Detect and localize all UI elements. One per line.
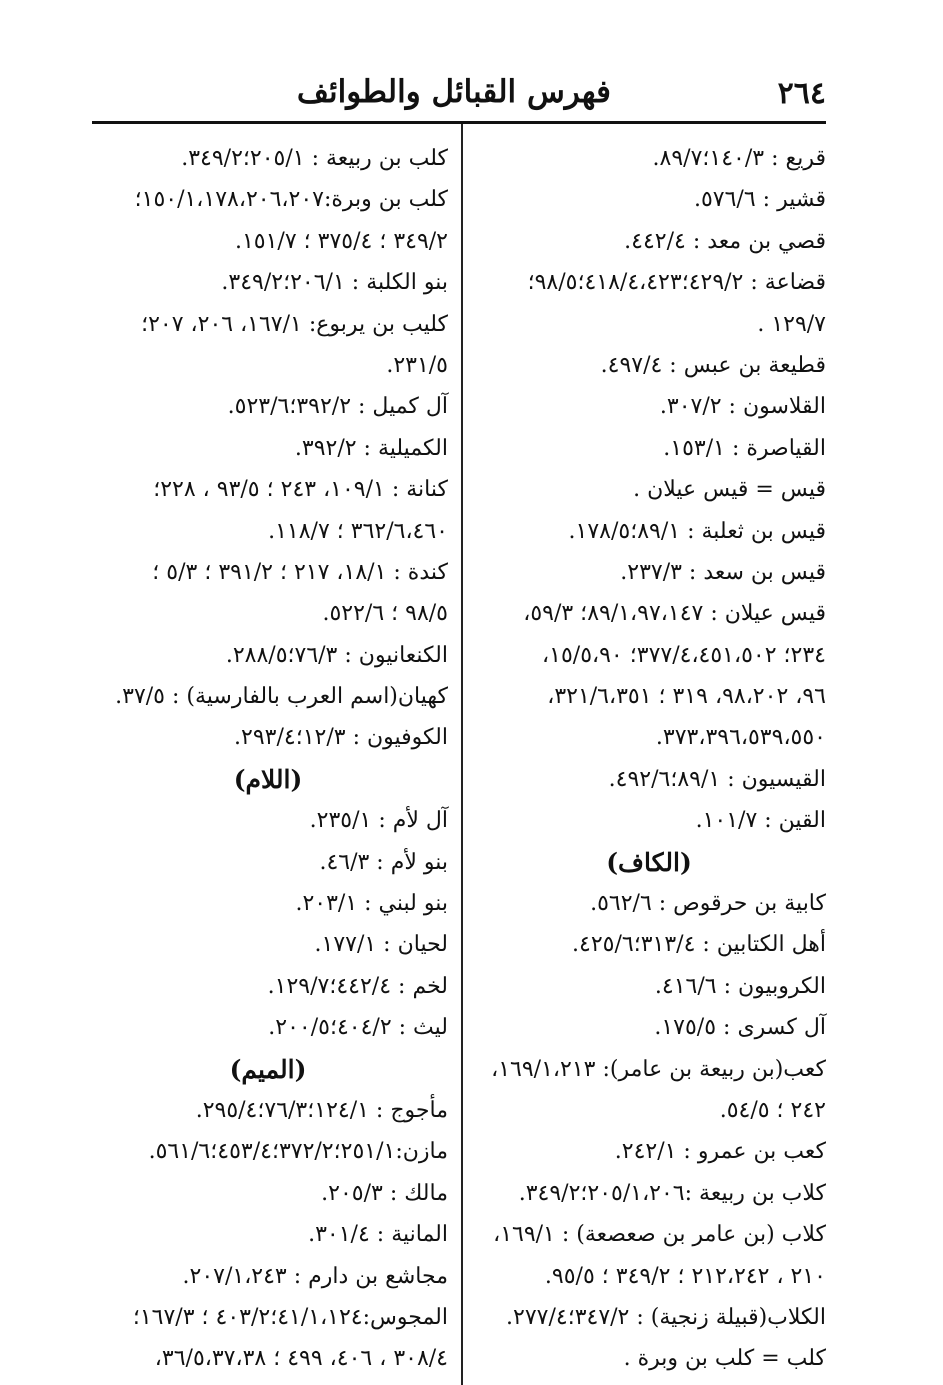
index-entry-line: الكميلية : ٣٩٢/٢.	[294, 435, 448, 461]
page-title: فهرس القبائل والطوائف	[296, 74, 611, 110]
index-entry-line: ١٢٩/٧ .	[757, 311, 826, 337]
index-entry-line: المجوس:٤١/١،١٢٤؛٤٠٣/٢ ؛ ١٦٧/٣؛	[132, 1304, 448, 1330]
index-entry-line: ليث : ٤٠٤/٢؛٢٠٠/٥.	[268, 1015, 448, 1041]
index-entry-line: مأجوج : ١٢٤/١؛٧٦/٣؛٢٩٥/٤.	[195, 1097, 448, 1123]
index-entry-line: لحيان : ١٧٧/١.	[314, 932, 448, 958]
index-entry-line: آل لأم : ٢٣٥/١.	[309, 808, 448, 834]
index-column-right	[472, 138, 826, 1380]
index-entry-line: مجاشع بن دارم : ٢٠٧/١،٢٤٣.	[182, 1263, 448, 1289]
index-entry-line: آل كسرى : ١٧٥/٥.	[654, 1015, 826, 1041]
index-entry-line: بنو لبني : ٢٠٣/١.	[295, 891, 448, 917]
index-entry-line: كلاب (بن عامر بن صعصعة) : ١٦٩/١،	[493, 1222, 826, 1248]
column-divider	[461, 124, 463, 1385]
index-entry-line: كعب(بن ربيعة بن عامر): ١٦٩/١،٢١٣،	[491, 1056, 826, 1082]
page-header	[92, 70, 826, 122]
index-entry-line: الكروبيون : ٤١٦/٦.	[654, 973, 826, 999]
index-entry-line: كليب بن يربوع: ١٦٧/١، ٢٠٦، ٢٠٧؛	[141, 311, 448, 337]
index-entry-line: قصي بن معد : ٤٤٢/٤.	[624, 228, 826, 254]
index-entry-line: قيس بن ثعلبة : ٨٩/١؛١٧٨/٥.	[568, 518, 826, 544]
index-entry-line: الكلاب(قبيلة زنجية) : ٣٤٧/٢؛٢٧٧/٤.	[506, 1304, 826, 1330]
index-entry-line: كلب بن وبرة:١٥٠/١،١٧٨،٢٠٦،٢٠٧؛	[134, 187, 448, 213]
index-entry-line: قريع : ١٤٠/٣؛٨٩/٧.	[652, 146, 826, 171]
index-entry-line: ٢٤٢ ؛ ٥٤/٥.	[719, 1097, 826, 1123]
index-entry-line: ٣٧٣،٣٩٦،٥٣٩،٥٥٠.	[655, 725, 826, 751]
index-entry-line: كهيان(اسم العرب بالفارسية) : ٣٧/٥.	[115, 684, 448, 710]
index-entry-line: القين : ١٠١/٧.	[695, 808, 826, 834]
index-entry-line: أهل الكتابين : ٣١٣/٤؛٤٢٥/٦.	[572, 932, 826, 958]
index-entry-line: قضاعة : ٤٢٩/٢؛٤١٨/٤،٤٢٣؛٩٨/٥؛	[527, 270, 826, 296]
index-entry-line: قطيعة بن عبس : ٤٩٧/٤.	[600, 352, 826, 378]
index-entry-line: القيسيون : ٨٩/١؛٤٩٢/٦.	[608, 766, 826, 792]
index-entry-line: ٣٤٩/٢ ؛ ٣٧٥/٤ ؛ ١٥١/٧.	[234, 228, 448, 254]
section-heading: (الميم)	[229, 1054, 307, 1084]
index-entry-line: الكنعانيون : ٧٦/٣؛٢٨٨/٥.	[225, 642, 448, 668]
index-entry-line: ٢٣٤؛ ٣٧٧/٤،٤٥١،٥٠٢؛ ١٥/٥،٩٠،	[542, 642, 826, 668]
index-entry-line: بنو الكلبة : ٢٠٦/١؛٣٤٩/٢.	[221, 270, 448, 296]
index-entry-line: الكوفيون : ١٢/٣؛٢٩٣/٤.	[234, 725, 448, 751]
index-entry-line: قشير : ٥٧٦/٦.	[693, 187, 826, 213]
index-entry-line: قيس بن سعد : ٢٣٧/٣.	[620, 559, 826, 585]
index-entry-line: كعب بن عمرو : ٢٤٢/١.	[614, 1139, 826, 1165]
index-entry-line: ٣٠٨/٤ ، ٤٠٦، ٤٩٩ ؛ ٣٦/٥،٣٧،٣٨،	[154, 1346, 448, 1372]
index-entry-line: كابية بن حرقوص : ٥٦٢/٦.	[590, 891, 826, 917]
index-entry-line: القياصرة : ١٥٣/١.	[663, 435, 826, 461]
index-entry-line: كنانة : ١٠٩/١، ٢٤٣ ؛ ٩٣/٥ ، ٢٢٨؛	[153, 477, 448, 503]
index-entry-line: ٢١٠ ، ٢١٢،٢٤٢ ؛ ٣٤٩/٢ ؛ ٩٥/٥.	[544, 1263, 826, 1289]
index-entry-line: بنو لأم : ٤٦/٣.	[319, 849, 448, 875]
index-entry-line: آل كميل : ٣٩٢/٢؛٥٢٣/٦.	[227, 394, 448, 420]
header-rule	[92, 121, 826, 124]
section-heading: (اللام)	[233, 764, 303, 794]
index-entry-line: ٩٦، ٩٨،٢٠٢، ٣١٩ ؛ ٣٢١/٦،٣٥١،	[547, 684, 826, 710]
section-heading: (الكاف)	[606, 847, 692, 877]
index-entry-line: كلب = كلب بن وبرة .	[623, 1346, 826, 1372]
index-entry-line: ٣٦٢/٦،٤٦٠ ؛ ١١٨/٧.	[268, 518, 448, 544]
index-entry-line: المانية : ٣٠١/٤.	[308, 1222, 448, 1248]
index-entry-line: قيس = قيس عيلان .	[633, 477, 826, 503]
index-entry-line: ٩٨/٥ ؛ ٥٢٢/٦.	[322, 601, 448, 627]
index-entry-line: مالك : ٢٠٥/٣.	[321, 1180, 448, 1206]
index-entry-line: ٢٣١/٥.	[386, 352, 448, 378]
page-number: ٢٦٤	[777, 76, 826, 111]
index-entry-line: كلاب بن ربيعة :٢٠٥/١،٢٠٦؛٣٤٩/٢.	[518, 1180, 826, 1206]
index-column-left	[88, 138, 448, 1380]
index-entry-line: كندة : ١٨/١، ٢١٧ ؛ ٣٩١/٢ ؛ ٥/٣ ؛	[152, 559, 448, 585]
index-entry-line: لخم : ٤٤٢/٤؛١٢٩/٧.	[267, 973, 448, 999]
index-entry-line: كلب بن ربيعة : ٢٠٥/١؛٣٤٩/٢.	[181, 146, 448, 171]
index-entry-line: مازن:٢٥١/١؛٣٧٢/٢؛٤٥٣/٤؛٥٦١/٦.	[148, 1139, 448, 1165]
index-entry-line: القلاسون : ٣٠٧/٢.	[659, 394, 826, 420]
index-entry-line: قيس عيلان : ٨٩/١،٩٧،١٤٧؛ ٥٩/٣،	[523, 601, 826, 627]
